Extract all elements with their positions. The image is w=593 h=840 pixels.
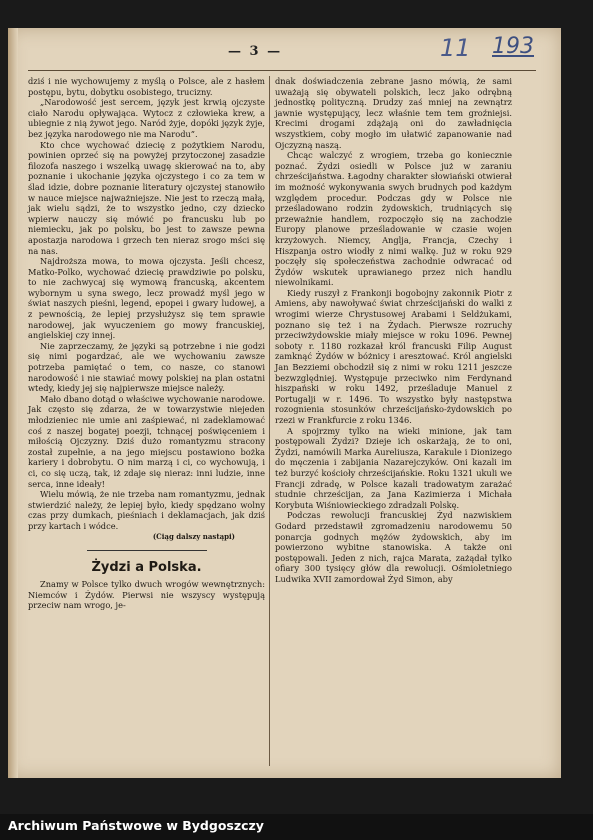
paragraph: Kto chce wychować dziecię z pożytkiem Narodu, powinien oprzeć się na powyżej przytoczonej zasadzie filozofa naszego i wszelką uwagę skierować na to, aby poznanie i ukochanie języka ojczystego i co za tem w ślad idzie, dobre poznanie literatury ojczystej stanowiło w nauce miejsce najważniejsze. Nie jest to rzeczą małą, jak wielu sądzi, że to wszystko jedno, czy dziecko wpierw nauczy się mówić po francusku lub po niemiecku, jak po polsku, bo jest to zawsze pewna apostazja narodowa i grzech ten nieraz srogo mści się na nas. xyxy=(28,139,265,256)
paragraph: dnak doświadczenia zebrane jasno mówią, że sami uważają się obywateli polskich, lecz jako odrębną jednostkę polityczną. Drudzy zaś mniej na zewnątrz jawnie występujący, lecz właśnie tem tem groźniejsi. Krecimi drogami zdążają oni do zawładnięcia wszystkiem, coby mogło im ułatwić zapanowanie nad Ojczyzną naszą. xyxy=(275,76,512,150)
article-title: Żydzi a Polska. xyxy=(91,560,202,576)
archive-footer xyxy=(0,814,593,840)
section-separator xyxy=(87,550,207,551)
paragraph: Wielu mówią, że nie trzeba nam romantyzmu, jednak stwierdzić należy, że lepiej było, kiedy spędzano wolny czas przy dumkach, pieśniach i deklamacjach, jak dziś przy kartach i wódce. xyxy=(28,489,265,531)
page-edge-shadow xyxy=(8,28,18,778)
paragraph: Najdroższa mowa, to mowa ojczysta. Jeśli chcesz, Matko-Polko, wychować dziecię prawdziwie po polsku, to nie zachwycaj się wymową francuską, akcentem wybornym u syna swego, lecz prowadź myśl jego w świat naszych pieśni, legend, epopei i gwary ludowej, a z pewnością, że lepiej przysłużysz się tem sprawie narodowej, jak wyuczeniem go mowy francuskiej, angielskiej czy innej. xyxy=(28,256,265,341)
paragraph: Nie zaprzeczamy, że języki są potrzebne i nie godzi się nimi pogardzać, ale we wychowaniu zawsze potrzeba pamiętać o tem, co nasze, co stanowi narodowość i nie stawiać mowy polskiej na plan ostatni wtedy, kiedy jej się najpierwsze miejsce należy. xyxy=(28,340,265,394)
page-header xyxy=(0,34,593,62)
paragraph: Podczas rewolucji francuskiej Żyd nazwiskiem Godard przedstawił zgromadzeniu narodowemu 50 ponarcja godnych mężów żydowskich, aby im powierzono wybitne stanowiska. A także oni postępowali. Jeden z nich, rajca Marata, zażądał tylko ofiary 300 tysięcy głów dla rewolucji. Ośmioletniego Ludwika XVII zamordował Żyd Simon, aby xyxy=(275,510,512,584)
pencil-annotation-2: 193 xyxy=(492,34,534,59)
continued-note: (Ciąg dalszy nastąpi) xyxy=(152,531,235,541)
quote-paragraph: „Narodowość jest sercem, język jest krwią ojczyste ciało Narodu opływająca. Wytocz z człowieka krew, a ubiegnie z nią żywot jego. Naród żyje, dopóki język żyje, bez języka narodowego nie ma Narodu”. xyxy=(28,97,265,139)
right-column xyxy=(275,76,512,585)
page-number: — 3 — xyxy=(228,44,283,59)
archive-name: Archiwum Państwowe w Bydgoszczy xyxy=(8,818,264,833)
paragraph: Kiedy ruszył z Frankonji bogobojny zakonnik Piotr z Amiens, aby nawoływać świat chrześcijański do walki z wrogimi wierze Chrystusowej Arabami i Seldżukami, poznano się też i na Żydach. Pierwsze rozruchy przeciwżydowskie miały miejsce w roku 1096. Pewnej soboty r. 1180 rozkazał król francuski Filip August zamknąć Żydów w bóżnicy i aresztować. Król angielski Jan Bezziemi obchodził się z nimi w roku 1211 jeszcze bezwzględniej. Występuje przeciwko nim Ferdynand hiszpański w roku 1492, prześladuje Manuel z Portugalji w r. 1496. To wszystko były następstwa rozognienia stosunków chrześcijańsko-żydowskich po rzezi w Frankfurcie z roku 1346. xyxy=(275,287,512,425)
column-divider xyxy=(269,76,270,766)
pencil-annotation-1: 11 xyxy=(440,34,471,62)
paragraph: Znamy w Polsce tylko dwuch wrogów wewnętrznych: Niemców i Żydów. Pierwsi nie wszyscy występują przeciw nam wrogo, je- xyxy=(28,579,265,611)
paragraph: Chcąc walczyć z wrogiem, trzeba go koniecznie poznać. Żydzi osiedli w Polsce już w zaraniu chrześcijaństwa. Łagodny charakter słowiański otwierał im możność wykonywania swych brudnych pod każdym względem procedur. Podczas gdy w Polsce nie prześladowano rodzin żydowskich, trudniących się przeważnie handlem, rozpoczęło się na zachodzie Europy planowe prześladowanie w czasie wojen krzyżowych. Niemcy, Anglja, Francja, Czechy i Hiszpanja ostro wiodły z nimi walkę. Już w roku 929 poczęły się społeczeństwa zachodnie odwracać od Żydów wskutek uprawianego przez nich handlu niewolnikami. xyxy=(275,150,512,288)
paragraph: A spojrzmy tylko na wieki minione, jak tam postępowali Żydzi? Dzieje ich oskarżają, że to oni, Żydzi, namówili Marka Aureliusza, Karakule i Dionizego do męczenia i zabijania Nazarejczyków. Oni kazali im też burzyć kościoły chrześcijańskie. Roku 1321 ukuli we Francji zdradę, w Polsce kazali tradowatym zarażać studnie chrześcijan, za Jana Kazimierza i Michała Korybuta Wiśniowieckiego zdradzali Polskę. xyxy=(275,425,512,510)
paragraph: dziś i nie wychowujemy z myślą o Polsce, ale z hasłem postępu, bytu, dobytku osobistego, trucizny. xyxy=(28,76,265,97)
left-column xyxy=(28,76,265,611)
paragraph: Mało dbano dotąd o właściwe wychowanie narodowe. Jak często się zdarza, że w towarzystwie niejeden młodzieniec nie umie ani zaśpiewać, ni zadeklamować coś z naszej bogatej poezji, tchnącej poświęceniem i miłością Ojczyzny. Dziś dużo romantyzmu stracony został zupełnie, a na jego miejscu postawiono bożka kariery i dobrobytu. O nim marzą i ci, co wychowują, i ci, co się uczą, tak, iż zdaje się nieraz: inni ludzie, inne serca, inne ideały! xyxy=(28,393,265,489)
header-rule xyxy=(28,70,536,71)
